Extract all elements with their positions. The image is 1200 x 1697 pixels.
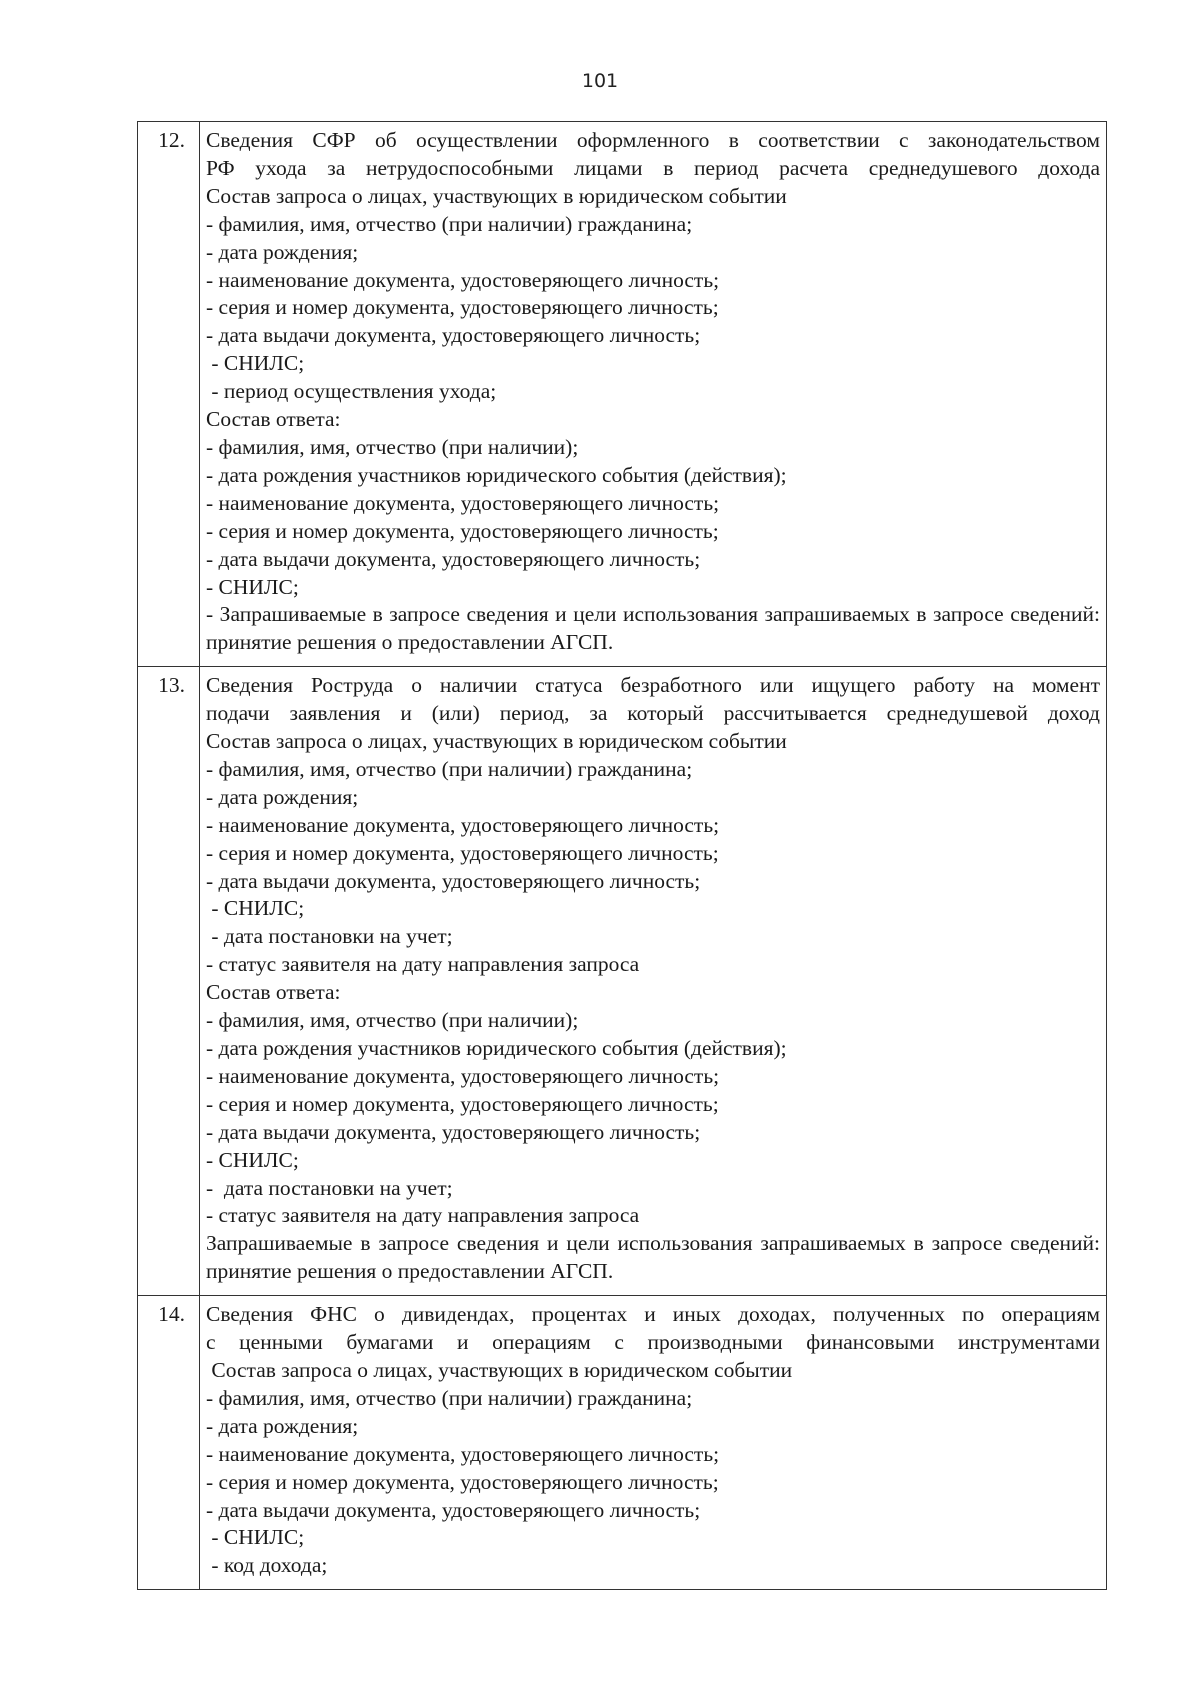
row-list-line: - СНИЛС;: [206, 351, 305, 376]
row-content: [200, 1296, 1107, 1590]
row-list-line: - наименование документа, удостоверяющего личность;: [206, 1063, 720, 1088]
row-title-line: РФ ухода за нетрудоспособными лицами в период расчета среднедушевого дохода: [206, 155, 1100, 180]
row-list-line: - серия и номер документа, удостоверяющего личность;: [206, 1091, 719, 1116]
row-list-line: - наименование документа, удостоверяющего личность;: [206, 1441, 720, 1466]
row-list-line: - дата рождения;: [206, 784, 359, 809]
row-list-line: - наименование документа, удостоверяющего личность;: [206, 490, 720, 515]
row-list-line: - дата рождения;: [206, 239, 359, 264]
row-list-line: Состав ответа:: [206, 407, 341, 432]
row-list-line: Состав ответа:: [206, 980, 341, 1005]
requirements-table: [137, 121, 1107, 1590]
row-list-line: - дата рождения участников юридического события (действия);: [206, 1036, 787, 1060]
row-closing-text: Запрашиваемые в запросе сведения и цели использования запрашиваемых в запросе сведений: принятие решения о предоставлении АГСП.: [206, 1231, 1100, 1284]
row-list-line: - серия и номер документа, удостоверяющего личность;: [206, 295, 719, 320]
row-closing-text: - Запрашиваемые в запросе сведения и цели использования запрашиваемых в запросе сведений: принятие решения о предоставлении АГСП.: [206, 602, 1100, 655]
row-list-line: - СНИЛС;: [206, 896, 305, 921]
row-list-line: - фамилия, имя, отчество (при наличии);: [206, 1008, 579, 1033]
row-list-line: - наименование документа, удостоверяющего личность;: [206, 267, 720, 292]
row-content: [200, 122, 1107, 667]
row-list-line: - фамилия, имя, отчество (при наличии) гражданина;: [206, 756, 693, 781]
row-title-line: подачи заявления и (или) период, за который рассчитывается среднедушевой доход: [206, 701, 1100, 726]
table-body: [138, 122, 1107, 1590]
row-list-line: - дата выдачи документа, удостоверяющего личность;: [206, 1119, 701, 1144]
row-list-line: Состав запроса о лицах, участвующих в юридическом событии: [206, 183, 787, 208]
row-title-line: Сведения Роструда о наличии статуса безработного или ищущего работу на момент: [206, 673, 1100, 698]
page-number: 101: [581, 70, 619, 92]
row-list-line: - дата выдачи документа, удостоверяющего личность;: [206, 1497, 701, 1522]
row-content: [200, 667, 1107, 1296]
row-list-line: - наименование документа, удостоверяющего личность;: [206, 812, 720, 837]
row-list-line: - фамилия, имя, отчество (при наличии) гражданина;: [206, 1385, 693, 1410]
row-list-line: - серия и номер документа, удостоверяющего личность;: [206, 518, 719, 543]
table-row: [138, 122, 1107, 667]
row-list-line: - дата рождения участников юридического события (действия);: [206, 462, 787, 487]
row-list-line: - код дохода;: [206, 1553, 328, 1578]
row-list-line: - дата выдачи документа, удостоверяющего личность;: [206, 546, 701, 571]
row-list-line: - статус заявителя на дату направления запроса: [206, 1203, 640, 1228]
row-list-line: - дата выдачи документа, удостоверяющего личность;: [206, 323, 701, 348]
row-number: 12.: [138, 122, 200, 667]
table-row: [138, 667, 1107, 1296]
row-title-line: Сведения ФНС о дивидендах, процентах и иных доходах, полученных по операциям: [206, 1302, 1100, 1327]
table-row: [138, 1296, 1107, 1590]
row-list-line: - серия и номер документа, удостоверяющего личность;: [206, 840, 719, 865]
row-list-line: - СНИЛС;: [206, 1147, 299, 1172]
row-list-line: - дата постановки на учет;: [206, 924, 453, 949]
row-list-line: Состав запроса о лицах, участвующих в юридическом событии: [206, 1357, 793, 1382]
row-title-line: Сведения СФР об осуществлении оформленного в соответствии с законодательством: [206, 128, 1100, 152]
row-list-line: - СНИЛС;: [206, 1525, 305, 1550]
row-list-line: - СНИЛС;: [206, 574, 299, 599]
row-list-line: - фамилия, имя, отчество (при наличии);: [206, 434, 579, 459]
row-list-line: - дата рождения;: [206, 1413, 359, 1438]
row-list-line: - статус заявителя на дату направления запроса: [206, 952, 640, 977]
row-list-line: - дата постановки на учет;: [206, 1175, 453, 1200]
row-list-line: Состав запроса о лицах, участвующих в юридическом событии: [206, 729, 787, 754]
row-list-line: - серия и номер документа, удостоверяющего личность;: [206, 1469, 719, 1494]
row-number: 14.: [138, 1296, 200, 1590]
row-list-line: - дата выдачи документа, удостоверяющего личность;: [206, 868, 701, 893]
row-title-line: с ценными бумагами и операциям с производными финансовыми инструментами: [206, 1330, 1100, 1355]
row-list-line: - период осуществления ухода;: [206, 379, 497, 404]
row-number: 13.: [138, 667, 200, 1296]
row-list-line: - фамилия, имя, отчество (при наличии) гражданина;: [206, 211, 693, 236]
